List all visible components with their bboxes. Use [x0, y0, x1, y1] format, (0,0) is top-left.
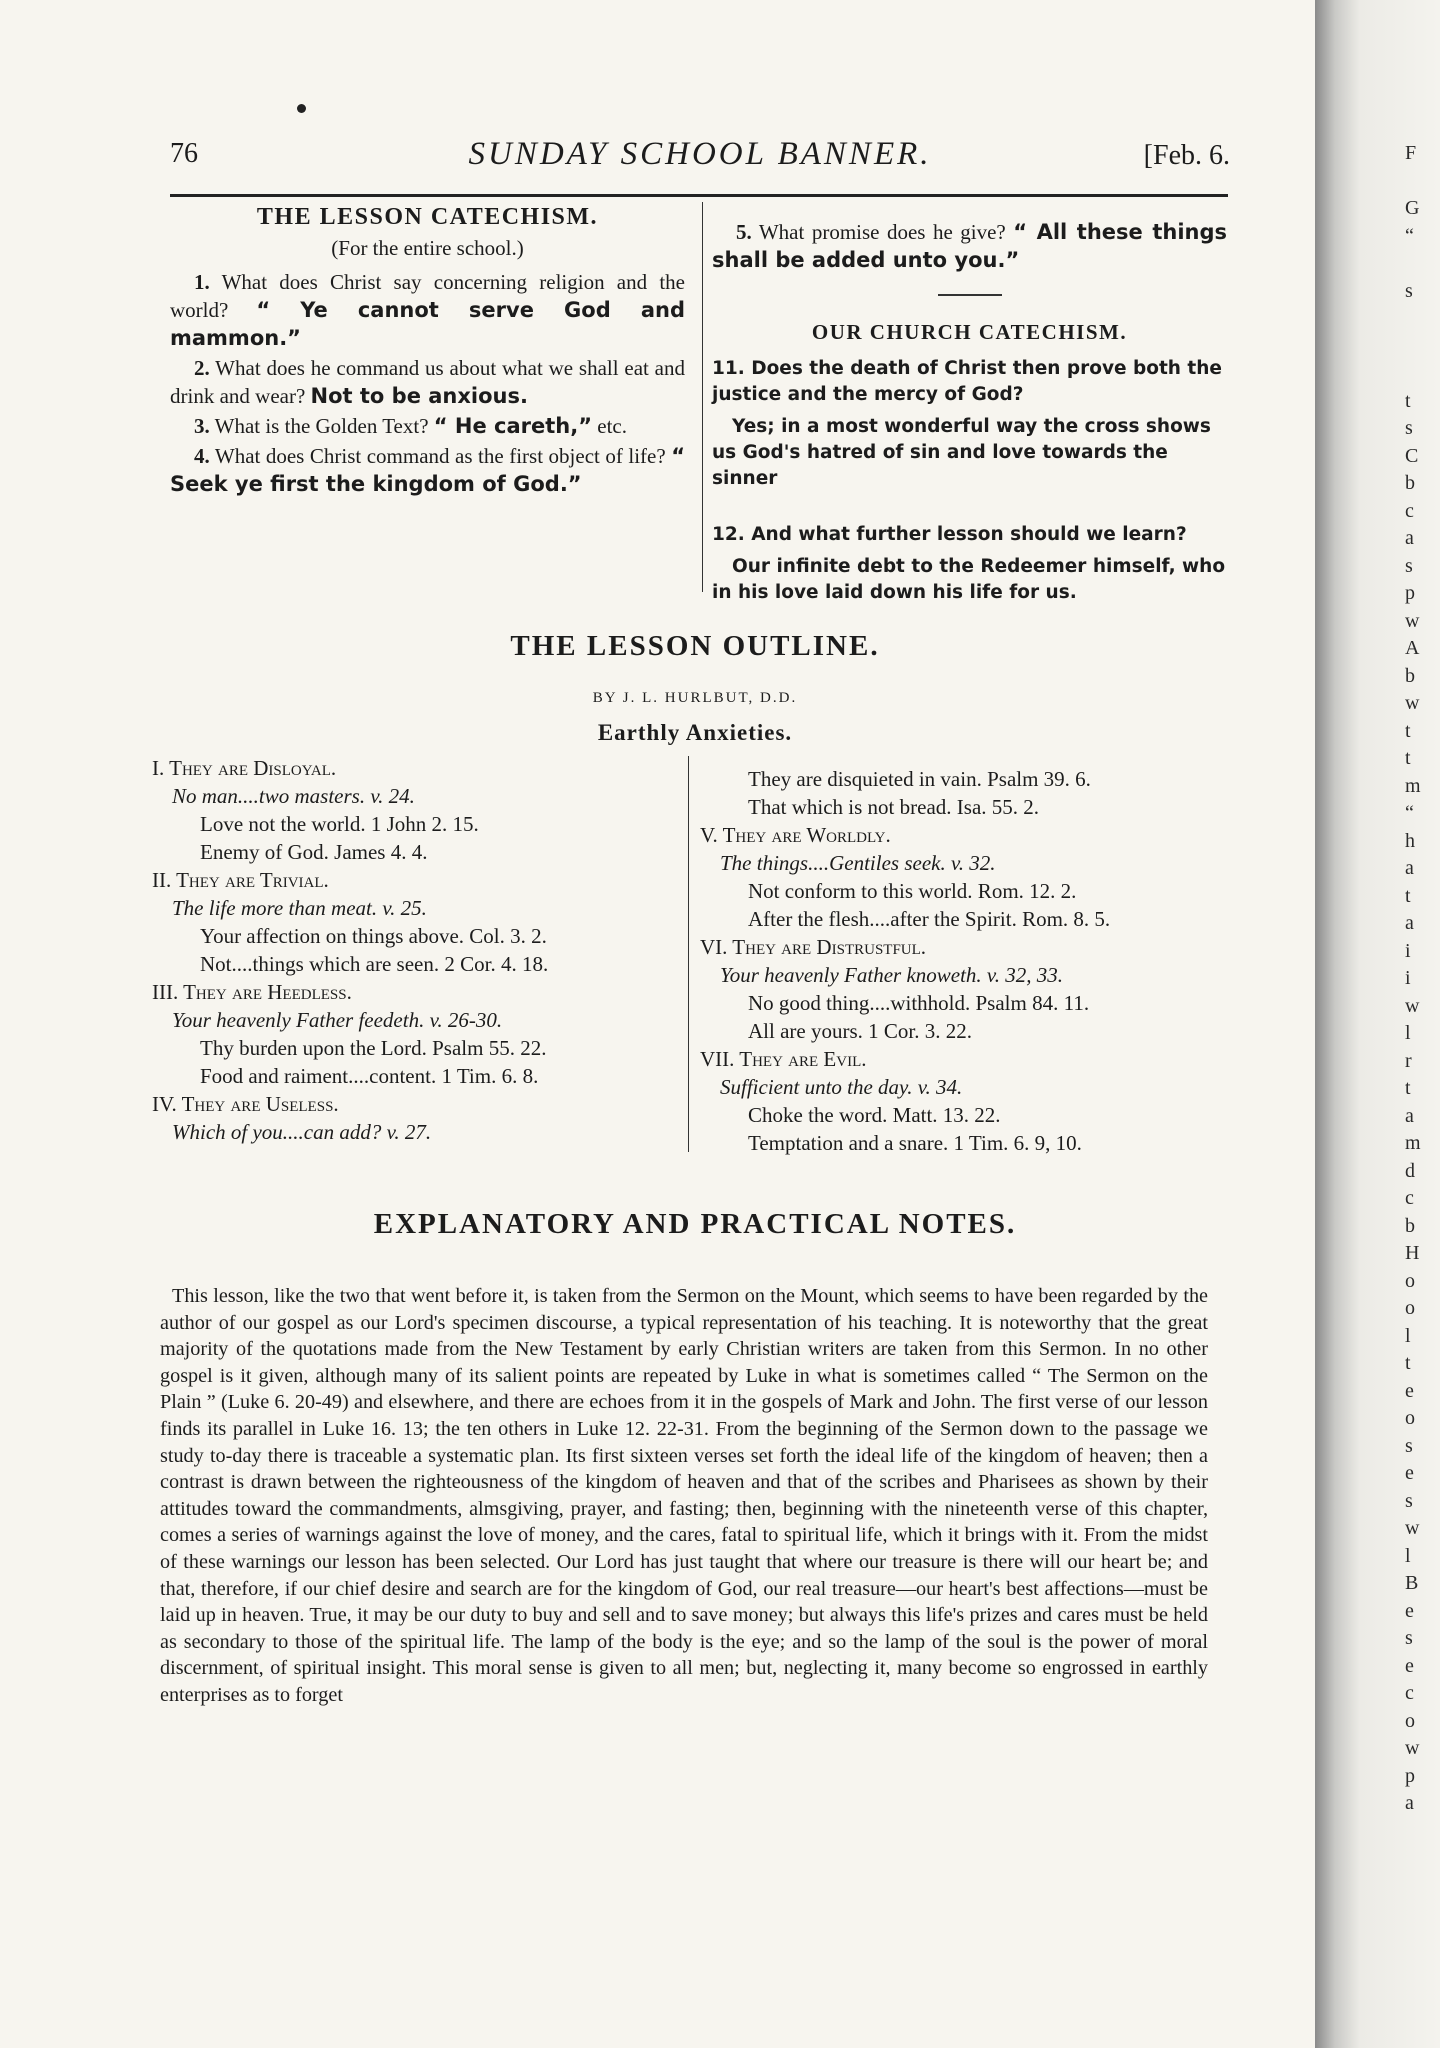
question-text: What does he command us about what we shall eat and drink and wear?: [170, 356, 685, 408]
facing-page-fragment: o: [1405, 1269, 1415, 1292]
facing-page-fragment: [1405, 168, 1440, 196]
page-number: 76: [170, 138, 198, 169]
facing-page-fragment: s: [1405, 1627, 1413, 1649]
facing-page-fragment: r: [1405, 1049, 1412, 1072]
facing-page-fragment: o: [1405, 1297, 1415, 1319]
church-question: 12. And what further lesson should we learn?: [712, 524, 1187, 545]
catechism-item: [170, 442, 685, 498]
facing-page-fragment: a: [1405, 857, 1414, 879]
outline-line-level-2: No man....two masters. v. 24.: [172, 784, 415, 808]
outline-line-level-3: Love not the world. 1 John 2. 15.: [200, 812, 479, 836]
facing-page-fragment: c: [1405, 1187, 1414, 1209]
outline-left-column: [152, 754, 677, 1146]
facing-page-fragment: w: [1405, 609, 1420, 632]
column-rule: [702, 202, 703, 592]
facing-page-fragment: s: [1405, 1434, 1413, 1457]
facing-page-fragment: i: [1405, 967, 1411, 989]
facing-page-fragment: A: [1405, 637, 1420, 659]
facing-page-fragment: a: [1405, 1792, 1414, 1814]
outline-line-level-3: Temptation and a snare. 1 Tim. 6. 9, 10.: [748, 1131, 1082, 1155]
facing-page-fragment: a: [1405, 1104, 1414, 1127]
separator-rule: [938, 294, 1002, 296]
outline-line-level-3: They are disquieted in vain. Psalm 39. 6.: [748, 767, 1091, 791]
facing-page-fragment: l: [1405, 1544, 1411, 1567]
facing-page-fragment: t: [1405, 1077, 1411, 1099]
outline-subject: Earthly Anxieties.: [597, 720, 793, 745]
outline-line-level-2: Sufficient unto the day. v. 34.: [720, 1075, 963, 1099]
ink-dot: [297, 104, 306, 113]
facing-page-fragment: t: [1405, 719, 1411, 742]
facing-page-fragment: [1405, 305, 1440, 333]
question-text: What promise does he give?: [751, 220, 1014, 244]
facing-page-fragment: t: [1405, 1352, 1411, 1374]
notes-heading: EXPLANATORY AND PRACTICAL NOTES.: [373, 1208, 1017, 1240]
outline-line-level-2: The life more than meat. v. 25.: [172, 896, 427, 920]
facing-page-fragment: C: [1405, 444, 1419, 467]
outline-byline: BY J. L. HURLBUT, D.D.: [592, 690, 798, 706]
facing-page-fragment: [1405, 360, 1440, 388]
catechism-item: [170, 268, 685, 352]
outline-line-level-3: Enemy of God. James 4. 4.: [200, 840, 428, 864]
outline-line-level-3: Not....things which are seen. 2 Cor. 4. 18.: [200, 952, 549, 976]
question-number: 4.: [194, 444, 210, 468]
answer-text: “ Ye cannot serve God and mammon.”: [170, 298, 685, 350]
question-number: 2.: [194, 356, 210, 380]
facing-page-fragment: w: [1405, 1737, 1420, 1759]
facing-page-fragment: p: [1405, 582, 1415, 604]
outline-line-level-3: Thy burden upon the Lord. Psalm 55. 22.: [200, 1036, 547, 1060]
publication-title: SUNDAY SCHOOL BANNER.: [468, 136, 932, 172]
facing-page-fragment: a: [1405, 912, 1414, 934]
outline-line-level-1: II. They are Trivial.: [152, 868, 329, 892]
outline-line-level-2: Your heavenly Father feedeth. v. 26-30.: [172, 1008, 503, 1032]
facing-page-fragment: “: [1405, 802, 1414, 824]
facing-page-fragment: p: [1405, 1764, 1415, 1787]
lesson-catechism: [170, 203, 685, 500]
catechism-item: [170, 354, 685, 410]
facing-page-fragment: e: [1405, 1654, 1414, 1677]
facing-page-fragment: H: [1405, 1242, 1420, 1264]
answer-suffix: etc.: [592, 414, 628, 438]
facing-page-fragment: m: [1405, 774, 1421, 797]
facing-page-fragment: e: [1405, 1379, 1414, 1402]
facing-page-fragment: “: [1405, 224, 1414, 247]
church-answer: Yes; in a most wonderful way the cross shows us God's hatred of sin and love towards the sinner: [712, 416, 1211, 489]
outline-line-level-3: Not conform to this world. Rom. 12. 2.: [748, 879, 1077, 903]
outline-line-level-1: VII. They are Evil.: [700, 1047, 867, 1071]
facing-page-fragment: b: [1405, 472, 1415, 494]
outline-line-level-3: After the flesh....after the Spirit. Rom. 8. 5.: [748, 907, 1111, 931]
facing-page-fragment: G: [1405, 197, 1420, 219]
facing-page-fragment: b: [1405, 1214, 1415, 1237]
facing-page-fragment: i: [1405, 939, 1411, 962]
notes-body: [160, 1283, 1208, 1709]
facing-page-fragment: s: [1405, 1489, 1413, 1512]
church-catechism-heading: OUR CHURCH CATECHISM.: [811, 320, 1128, 344]
facing-page-fragment: e: [1405, 1462, 1414, 1484]
facing-page-fragment: F: [1405, 142, 1417, 164]
facing-page-fragment: o: [1405, 1709, 1415, 1732]
answer-text: “ All these things shall be added unto you.”: [712, 220, 1228, 272]
outline-line-level-1: V. They are Worldly.: [700, 823, 891, 847]
outline-line-level-1: VI. They are Distrustful.: [700, 935, 927, 959]
facing-page-fragment: d: [1405, 1159, 1415, 1182]
facing-page-fragment: s: [1405, 417, 1413, 439]
facing-page-fragment: a: [1405, 527, 1414, 549]
facing-page-fragment: t: [1405, 389, 1411, 412]
facing-page-fragment: t: [1405, 747, 1411, 769]
facing-page-fragment: t: [1405, 884, 1411, 907]
outline-heading: THE LESSON OUTLINE.: [510, 630, 880, 662]
outline-line-level-1: I. They are Disloyal.: [152, 756, 337, 780]
catechism-right-column: [712, 218, 1227, 606]
facing-page-fragment: [1405, 250, 1440, 278]
outline-line-level-3: That which is not bread. Isa. 55. 2.: [748, 795, 1040, 819]
issue-date: [Feb. 6.: [1143, 140, 1230, 171]
catechism-item: [712, 218, 1227, 274]
facing-page-fragment: w: [1405, 1517, 1420, 1539]
facing-page-edge: [1405, 140, 1440, 2000]
catechism-subtitle: (For the entire school.): [331, 236, 524, 260]
outline-line-level-3: No good thing....withhold. Psalm 84. 11.: [748, 991, 1090, 1015]
outline-right-column: [700, 765, 1220, 1157]
facing-page-fragment: c: [1405, 499, 1414, 522]
question-text: What is the Golden Text?: [209, 414, 434, 438]
church-question: 11. Does the death of Christ then prove both the justice and the mercy of God?: [712, 358, 1222, 405]
facing-page-fragment: w: [1405, 994, 1420, 1017]
facing-page-fragment: [1405, 333, 1440, 361]
outline-column-rule: [688, 756, 689, 1152]
outline-line-level-2: Your heavenly Father knoweth. v. 32, 33.: [720, 963, 1063, 987]
facing-page-fragment: c: [1405, 1682, 1414, 1704]
notes-paragraph: This lesson, like the two that went before it, is taken from the Sermon on the Mount, which seems to have been regarded by the author of our gospel as our Lord's specimen discourse, a typical representation of his teaching. It is noteworthy that the great majority of the quotations made from the New Testament by early Christian writers are taken from this Sermon. In no other gospel is it given, although many of its salient points are repeated by Luke in what is sometimes called “ The Sermon on the Plain ” (Luke 6. 20-49) and elsewhere, and there are echoes from it in the gospels of Mark and John. The first verse of our lesson finds its parallel in Luke 16. 13; the ten others in Luke 12. 22-31. From the beginning of the Sermon down to the passage we study to-day there is traceable a systematic plan. Its first sixteen verses set forth the ideal life of the kingdom of heaven; then a contrast is drawn between the righteousness of the kingdom of heaven and that of the scribes and Pharisees as shown by their attitudes toward the commandments, almsgiving, prayer, and fasting; then, beginning with the nineteenth verse of this chapter, comes a series of warnings against the love of money, and the cares, fatal to spiritual life, which it brings with it. From the midst of these warnings our lesson has been selected. Our Lord has just taught that where our treasure is there will our heart be; and that, therefore, if our chief desire and search are for the kingdom of God, our real treasure—our heart's best affections—must be laid up in heaven. True, it may be our duty to buy and sell and to save money; but always this life's prizes and cares must be held as secondary to those of the spiritual life. The lamp of the body is the eye; and so the lamp of the soul is the power of moral discernment, of spiritual insight. This moral sense is given to all men; but, neglecting it, many become so engrossed in earthly enterprises as to forget: [160, 1285, 1208, 1706]
facing-page-fragment: m: [1405, 1132, 1421, 1154]
facing-page-fragment: b: [1405, 664, 1415, 687]
facing-page-fragment: s: [1405, 554, 1413, 577]
answer-text: “ He careth,”: [433, 414, 593, 438]
catechism-item: [170, 412, 685, 440]
question-number: 3.: [194, 414, 210, 438]
facing-page-fragment: B: [1405, 1572, 1419, 1594]
outline-line-level-2: The things....Gentiles seek. v. 32.: [720, 851, 996, 875]
question-text: What does Christ command as the first object of life?: [209, 444, 672, 468]
answer-text: “ Seek ye first the kingdom of God.”: [170, 444, 685, 496]
header-rule: [170, 194, 1228, 197]
church-answer: Our infinite debt to the Redeemer himself, who in his love laid down his life for us.: [712, 556, 1226, 603]
answer-text: Not to be anxious.: [310, 384, 528, 408]
facing-page-fragment: l: [1405, 1022, 1411, 1044]
facing-page-fragment: l: [1405, 1324, 1411, 1347]
question-text: What does Christ say concerning religion and the world?: [170, 270, 685, 322]
facing-page-fragment: s: [1405, 279, 1413, 302]
outline-line-level-1: IV. They are Useless.: [152, 1092, 339, 1116]
facing-page-fragment: e: [1405, 1599, 1414, 1622]
catechism-heading: THE LESSON CATECHISM.: [256, 204, 599, 230]
question-number: 1.: [194, 270, 210, 294]
outline-line-level-3: All are yours. 1 Cor. 3. 22.: [748, 1019, 972, 1043]
outline-line-level-3: Choke the word. Matt. 13. 22.: [748, 1103, 1001, 1127]
outline-line-level-3: Your affection on things above. Col. 3. 2.: [200, 924, 547, 948]
facing-page-fragment: h: [1405, 829, 1415, 852]
question-number: 5.: [736, 220, 752, 244]
outline-line-level-3: Food and raiment....content. 1 Tim. 6. 8.: [200, 1064, 539, 1088]
outline-line-level-1: III. They are Heedless.: [152, 980, 352, 1004]
facing-page-fragment: o: [1405, 1407, 1415, 1429]
running-header: [170, 128, 1230, 178]
outline-line-level-2: Which of you....can add? v. 27.: [172, 1120, 432, 1144]
facing-page-fragment: w: [1405, 692, 1420, 714]
